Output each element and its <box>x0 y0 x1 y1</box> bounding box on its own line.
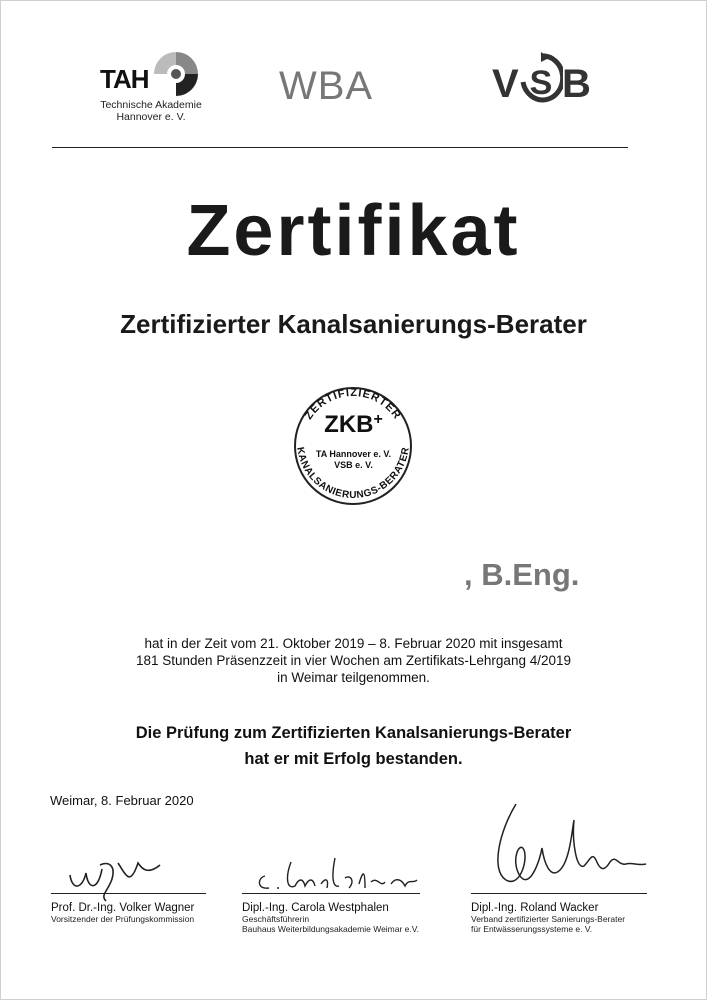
header-divider <box>52 147 628 148</box>
zkb-seal-ring-icon <box>279 380 427 512</box>
recipient-degree: , B.Eng. <box>464 557 580 592</box>
svg-text:S: S <box>529 64 553 102</box>
place-date: Weimar, 8. Februar 2020 <box>50 793 194 808</box>
vsb-logo-b: B <box>562 62 591 106</box>
signature-line-3 <box>471 893 647 894</box>
tah-logo-mark-icon <box>152 50 200 98</box>
signature-wagner <box>60 835 170 905</box>
signature-line-1 <box>51 893 206 894</box>
wba-logo: WBA <box>279 64 374 108</box>
course-description: hat in der Zeit vom 21. Oktober 2019 – 8. Februar 2020 mit insgesamt 181 Stunden Präsenzzeit in vier Wochen am Zertifikats-Lehrgang 4/2019 in Weimar teilgenommen. <box>136 636 571 685</box>
tah-logo-text: TAH <box>100 64 149 94</box>
signature-line-2 <box>242 893 420 894</box>
signatory-1: Prof. Dr.-Ing. Volker Wagner Vorsitzender der Prüfungskommission <box>51 902 195 924</box>
svg-text:ZERTIFIZIERTER: ZERTIFIZIERTER <box>302 386 404 422</box>
signature-westphalen <box>255 848 425 898</box>
certificate-title: Zertifikat <box>186 191 521 271</box>
svg-text:KANALSANIERUNGS-BERATER: KANALSANIERUNGS-BERATER <box>294 446 412 502</box>
seal-zkb-label: ZKB+ <box>324 411 383 438</box>
exam-result: Die Prüfung zum Zertifizierten Kanalsanierungs-Berater hat er mit Erfolg bestanden. <box>135 724 572 768</box>
seal-line-1: TA Hannover e. V. <box>315 449 392 459</box>
seal-line-2: VSB e. V. <box>334 460 373 470</box>
signature-wacker <box>480 800 660 900</box>
tah-logo-subtitle: Technische Akademie Hannover e. V. <box>100 99 202 123</box>
certificate-subtitle: Zertifizierter Kanalsanierungs-Berater <box>120 309 587 339</box>
vsb-logo-v: V <box>492 62 519 106</box>
vsb-logo-s-icon <box>519 52 563 112</box>
signatory-3: Dipl.-Ing. Roland Wacker Verband zertifizierter Sanierungs-Berater für Entwässerungssysteme e. V. <box>471 902 626 934</box>
signatory-2: Dipl.-Ing. Carola Westphalen Geschäftsführerin Bauhaus Weiterbildungsakademie Weimar e.V. <box>242 902 420 934</box>
